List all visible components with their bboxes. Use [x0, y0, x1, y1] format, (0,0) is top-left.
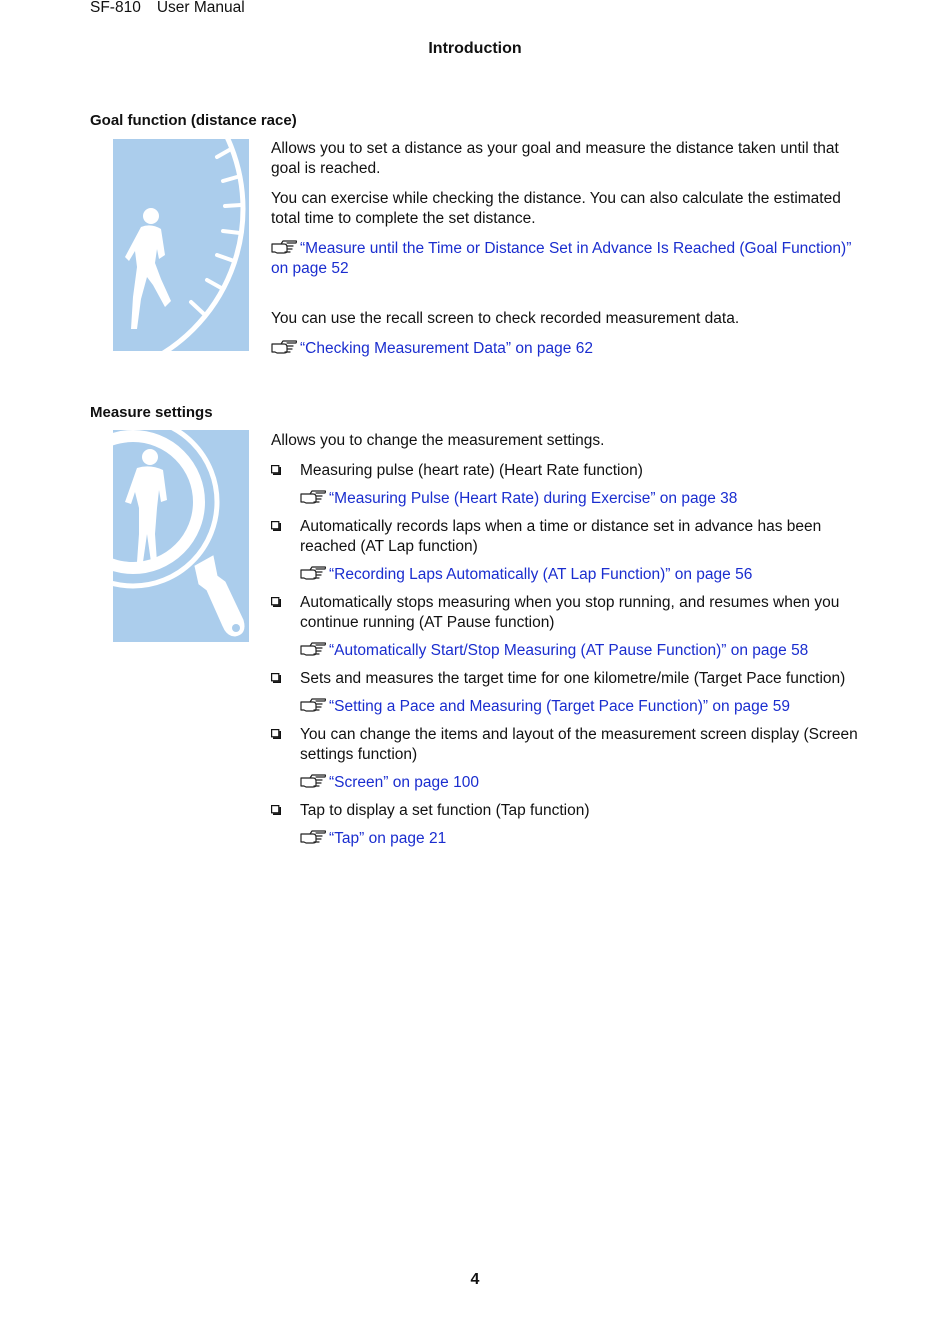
goal-function-link[interactable]: “Measure until the Time or Distance Set in Advance Is Reached (Goal Function)” on page 52 [271, 240, 852, 277]
measurement-data-link[interactable]: “Checking Measurement Data” on page 62 [300, 340, 593, 357]
list-item [271, 669, 863, 717]
checkbox-bullet-icon [271, 673, 281, 683]
measure-content [271, 431, 863, 857]
measure-section-title: Measure settings [90, 404, 213, 421]
pointing-hand-icon [300, 490, 326, 504]
measure-illustration [113, 430, 249, 642]
list-item [271, 517, 863, 585]
pointing-hand-icon [300, 830, 326, 844]
pointing-hand-icon [300, 566, 326, 580]
list-item-text: Automatically records laps when a time or distance set in advance has been reached (AT Lap function) [300, 518, 822, 555]
chapter-title: Introduction [428, 40, 522, 57]
pointing-hand-icon [300, 774, 326, 788]
list-item [271, 801, 863, 849]
list-item-reference[interactable] [300, 489, 863, 509]
goal-paragraph-3: You can use the recall screen to check recorded measurement data. [271, 310, 740, 327]
list-item [271, 593, 863, 661]
wrench-shape [195, 556, 244, 636]
checkbox-bullet-icon [271, 805, 281, 815]
heart-rate-link[interactable]: “Measuring Pulse (Heart Rate) during Exercise” on page 38 [329, 490, 738, 507]
goal-reference-2[interactable] [271, 339, 863, 359]
measure-intro: Allows you to change the measurement settings. [271, 432, 605, 449]
screen-link[interactable]: “Screen” on page 100 [329, 774, 479, 791]
list-item [271, 461, 863, 509]
list-item-reference[interactable] [300, 641, 863, 661]
list-item-text: Automatically stops measuring when you stop running, and resumes when you continue running (AT Pause function) [300, 594, 840, 631]
model-name: SF-810 [90, 0, 141, 16]
list-item-reference[interactable] [300, 697, 863, 717]
pointing-hand-icon [271, 340, 297, 354]
checkbox-bullet-icon [271, 597, 281, 607]
goal-section-title: Goal function (distance race) [90, 112, 297, 129]
manual-name: User Manual [156, 0, 245, 16]
goal-content [271, 139, 863, 369]
pointing-hand-icon [271, 240, 297, 254]
list-item-reference[interactable] [300, 773, 863, 793]
runner-figure [125, 208, 171, 329]
pointing-hand-icon [300, 642, 326, 656]
list-item-text: You can change the items and layout of the measurement screen display (Screen settings function) [300, 726, 858, 763]
goal-paragraph-1: Allows you to set a distance as your goal and measure the distance taken until that goal is reached. [271, 140, 839, 177]
goal-illustration [113, 139, 249, 351]
list-item-text: Tap to display a set function (Tap function) [300, 802, 590, 819]
goal-reference-1[interactable] [271, 239, 863, 279]
tap-link[interactable]: “Tap” on page 21 [329, 830, 447, 847]
runner-figure [125, 449, 167, 562]
target-pace-link[interactable]: “Setting a Pace and Measuring (Target Pace Function)” on page 59 [329, 698, 790, 715]
list-item-text: Measuring pulse (heart rate) (Heart Rate function) [300, 462, 643, 479]
checkbox-bullet-icon [271, 729, 281, 739]
list-item-reference[interactable] [300, 565, 863, 585]
at-pause-link[interactable]: “Automatically Start/Stop Measuring (AT Pause Function)” on page 58 [329, 642, 809, 659]
checkbox-bullet-icon [271, 465, 281, 475]
goal-paragraph-2: You can exercise while checking the distance. You can also calculate the estimated total time to complete the set distance. [271, 190, 841, 227]
list-item-text: Sets and measures the target time for one kilometre/mile (Target Pace function) [300, 670, 846, 687]
running-header [90, 0, 245, 17]
list-item-reference[interactable] [300, 829, 863, 849]
list-item [271, 725, 863, 793]
pointing-hand-icon [300, 698, 326, 712]
page-number: 4 [470, 1271, 480, 1288]
checkbox-bullet-icon [271, 521, 281, 531]
at-lap-link[interactable]: “Recording Laps Automatically (AT Lap Function)” on page 56 [329, 566, 753, 583]
